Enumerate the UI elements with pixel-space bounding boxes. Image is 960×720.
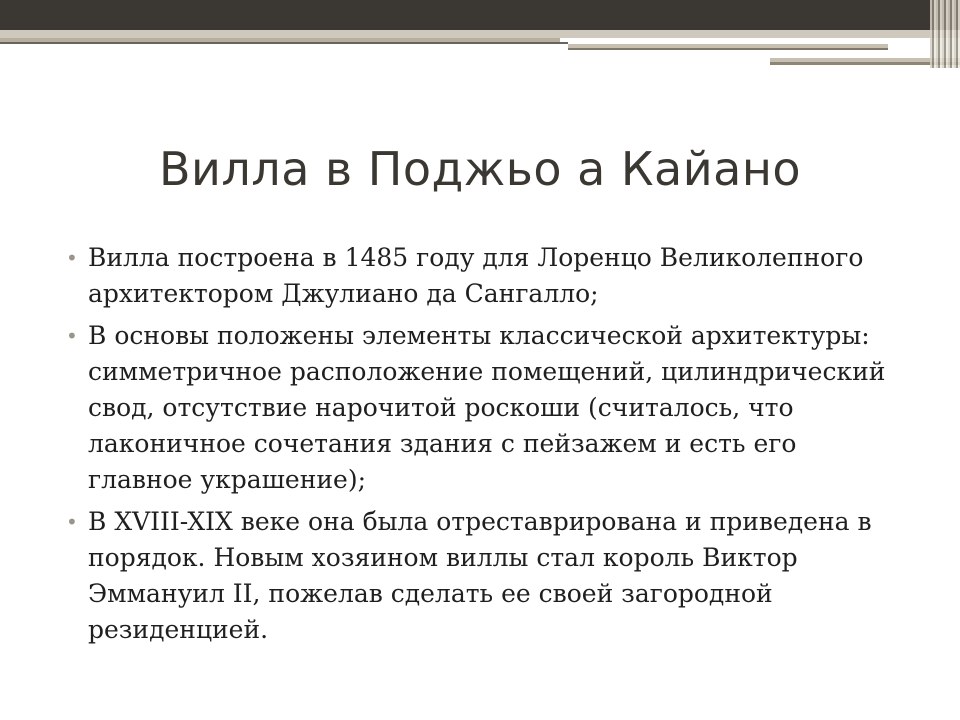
bullet-icon: • xyxy=(66,510,78,534)
header-band-light xyxy=(0,30,960,38)
header-band-line xyxy=(0,42,568,44)
bullet-item xyxy=(66,504,906,648)
bullet-text: В основы положены элементы классической архитектуры: симметричное расположение помещений, цилиндрический свод, отсутствие нарочитой роскоши (считалось, что лаконичное сочетания здания с пейзажем и есть его главное украшение); xyxy=(88,321,886,494)
slide-title: Вилла в Поджьо а Кайано xyxy=(158,142,802,196)
bullet-text: В XVIII-XIX веке она была отреставрирована и приведена в порядок. Новым хозяином виллы стал король Виктор Эммануил II, пожелав сделать ее своей загородной резиденцией. xyxy=(88,507,872,644)
header-band-dark xyxy=(0,0,960,30)
bullet-list xyxy=(66,240,906,654)
header-step-line xyxy=(568,48,888,50)
header-stripes xyxy=(930,0,960,68)
bullet-item xyxy=(66,240,906,312)
bullet-icon: • xyxy=(66,324,78,348)
bullet-item xyxy=(66,318,906,498)
bullet-text: Вилла построена в 1485 году для Лоренцо Великолепного архитектором Джулиано да Сангалло; xyxy=(88,243,864,308)
bullet-icon: • xyxy=(66,246,78,270)
